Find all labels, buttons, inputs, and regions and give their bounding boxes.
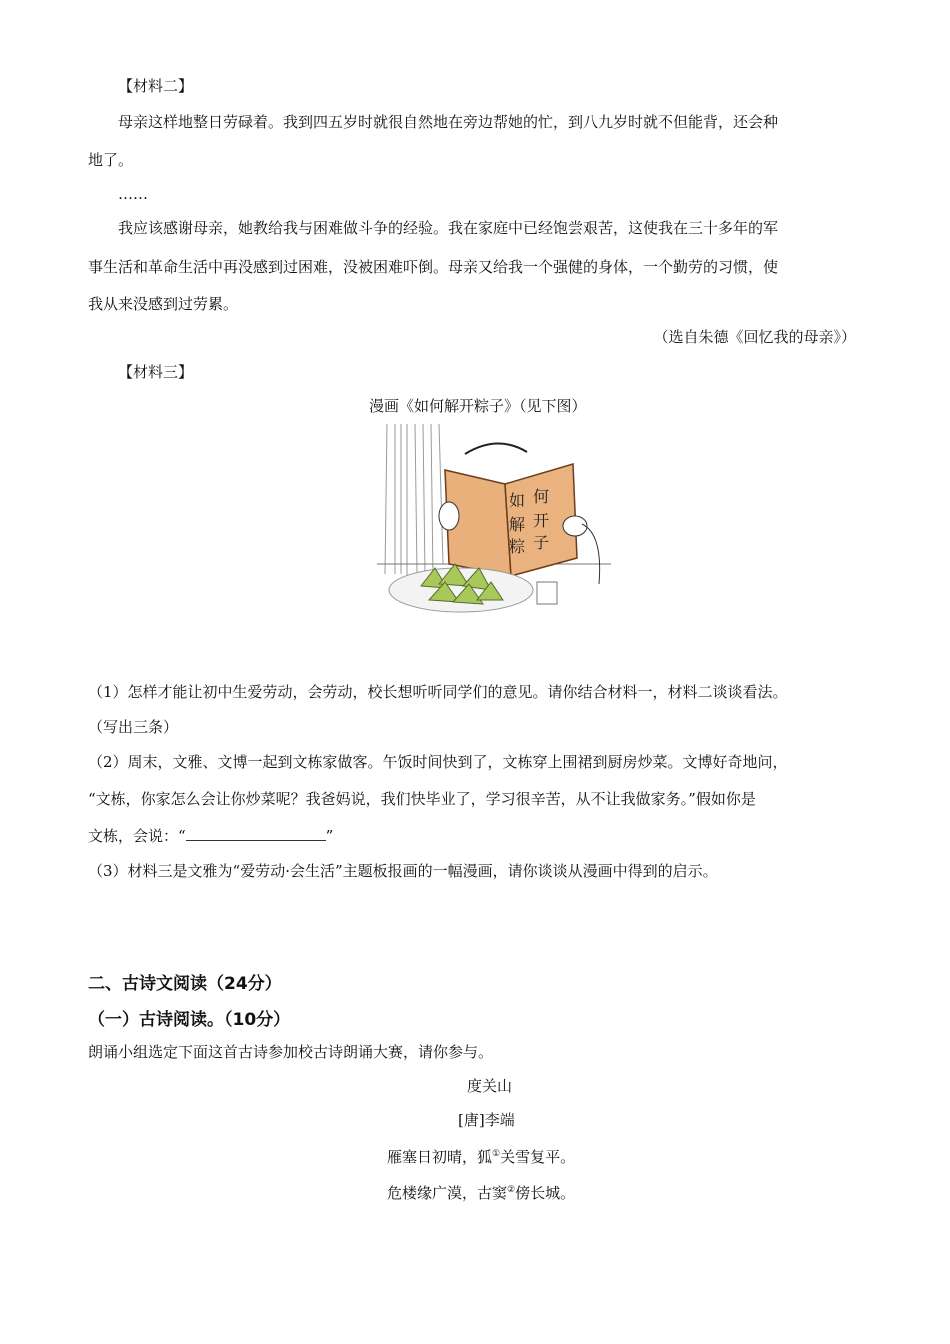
material3-heading: 【材料三】 [118,363,194,381]
material2-para1-line1: 母亲这样地整日劳碌着。我到四五岁时就很自然地在旁边帮她的忙，到八九岁时就不但能背，还会种 [118,113,779,131]
cartoon-image [377,424,611,614]
poem-line-1: 雁塞日初晴，狐①关雪复平。 [387,1148,576,1166]
poem-line-2: 危楼缘广漠，古窦②傍长城。 [387,1184,576,1202]
material2-para2-line1: 我应该感谢母亲，她教给我与困难做斗争的经验。我在家庭中已经饱尝艰苦，这使我在三十多年的军 [118,219,779,237]
poem-title: 度关山 [467,1077,513,1095]
material2-para2-line3: 我从来没感到过劳累。 [88,295,239,313]
answer-blank[interactable] [186,826,326,841]
material2-para2-line2: 事生活和革命生活中再没感到过困难，没被困难吓倒。母亲又给我一个强健的身体，一个勤劳的习惯，使 [88,258,779,276]
book-char-4: 开 [533,511,550,530]
book-char-1: 如 [509,491,526,510]
material2-heading: 【材料二】 [118,77,194,95]
material2-para1-line2: 地了。 [88,151,134,169]
question-1-line1: （1）怎样才能让初中生爱劳动，会劳动，校长想听听同学们的意见。请你结合材料一，材料二谈谈看法。 [88,683,788,701]
footnote-1: ① [492,1149,501,1159]
question-2-suffix: ” [325,827,334,845]
footnote-2: ② [507,1185,516,1195]
subsection-heading: （一）古诗阅读。（10分） [88,1010,291,1030]
material2-source: （选自朱德《回忆我的母亲》） [653,328,856,346]
material2-ellipsis: …… [118,185,148,203]
question-3: （3）材料三是文雅为“爱劳动·会生活”主题板报画的一幅漫画，请你谈谈从漫画中得到的启示。 [88,862,718,880]
material3-caption: 漫画《如何解开粽子》（见下图） [369,397,587,415]
question-2-line3 [88,826,333,846]
book-char-5: 粽 [509,537,526,556]
book-char-3: 解 [509,515,526,534]
question-2-line2: “文栋，你家怎么会让你炒菜呢？我爸妈说，我们快毕业了，学习很辛苦，从不让我做家务。”假如你是 [88,790,756,808]
question-1-line2: （写出三条） [88,718,179,736]
question-2-line1: （2）周末，文雅、文博一起到文栋家做客。午饭时间快到了，文栋穿上围裙到厨房炒菜。文博好奇地问， [88,753,788,771]
section-heading: 二、古诗文阅读（24分） [88,974,282,994]
book-char-6: 子 [533,533,550,552]
question-2-prefix: 文栋，会说：“ [88,827,186,845]
poem-author: [唐]李端 [458,1111,515,1129]
book-char-2: 何 [533,487,550,506]
section-intro: 朗诵小组选定下面这首古诗参加校古诗朗诵大赛，请你参与。 [88,1043,494,1061]
